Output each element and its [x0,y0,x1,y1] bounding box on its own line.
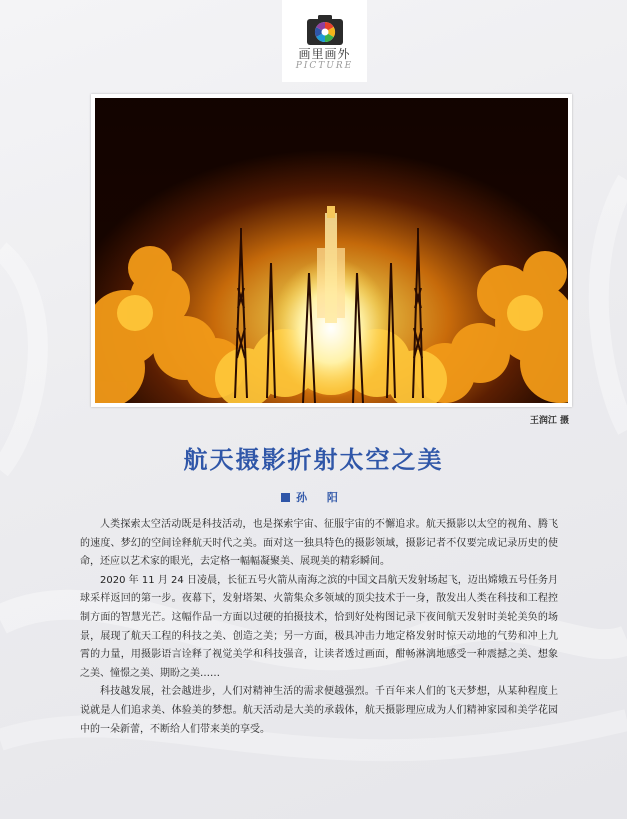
paragraph: 人类探索太空活动既是科技活动，也是探索宇宙、征服宇宙的不懈追求。航天摄影以太空的视角、腾飞的速度、梦幻的空间诠释航天时代之美。面对这一独具特色的摄影领域，摄影记者不仅要完成记录历史的使命，还应以艺术家的眼光，去定格一幅幅凝聚美、展现美的精彩瞬间。 [80,519,558,568]
photo-credit: 王润江 摄 [529,416,569,426]
article-body [80,516,558,739]
paragraph: 2020 年 11 月 24 日凌晨，长征五号火箭从南海之滨的中国文昌航天发射场起飞，迈出嫦娥五号任务月球采样返回的第一步。夜幕下，发射塔架、火箭集众多领域的顶尖技术于一身，散发出人类在科技和工程控制方面的智慧光芒。这幅作品一方面以过硬的拍摄技术，恰到好处构图记录下夜间航天发射时美轮美奂的场景，展现了航天工程的科技之美、创造之美；另一方面，极具冲击力地定格发射时惊天动地的气势和冲上九霄的力量，用摄影语言诠释了视觉美学和科技强音，让读者透过画面，酣畅淋漓地感受一种震撼之美、想象之美、憧憬之美、期盼之美…… [80,574,558,679]
photo-frame [91,94,572,407]
logo-english-text: PICTURE [295,61,354,71]
paragraph: 科技越发展，社会越进步，人们对精神生活的需求便越强烈。千百年来人们的飞天梦想，从某种程度上说就是人们追求美、体验美的梦想。航天活动是大美的承载体，航天摄影理应成为人们精神家园和美学花园中的一朵新蕾，不断给人们带来美的享受。 [80,686,558,735]
rocket-launch-photo [95,98,568,403]
article-title: 航天摄影折射太空之美 [183,446,444,474]
byline-square-marker [281,493,290,502]
author-byline [0,489,627,505]
camera-aperture-icon [306,14,344,46]
logo-chinese-text: 画里画外 [298,47,351,61]
author-name: 孙 阳 [296,491,346,504]
column-logo [282,0,367,82]
